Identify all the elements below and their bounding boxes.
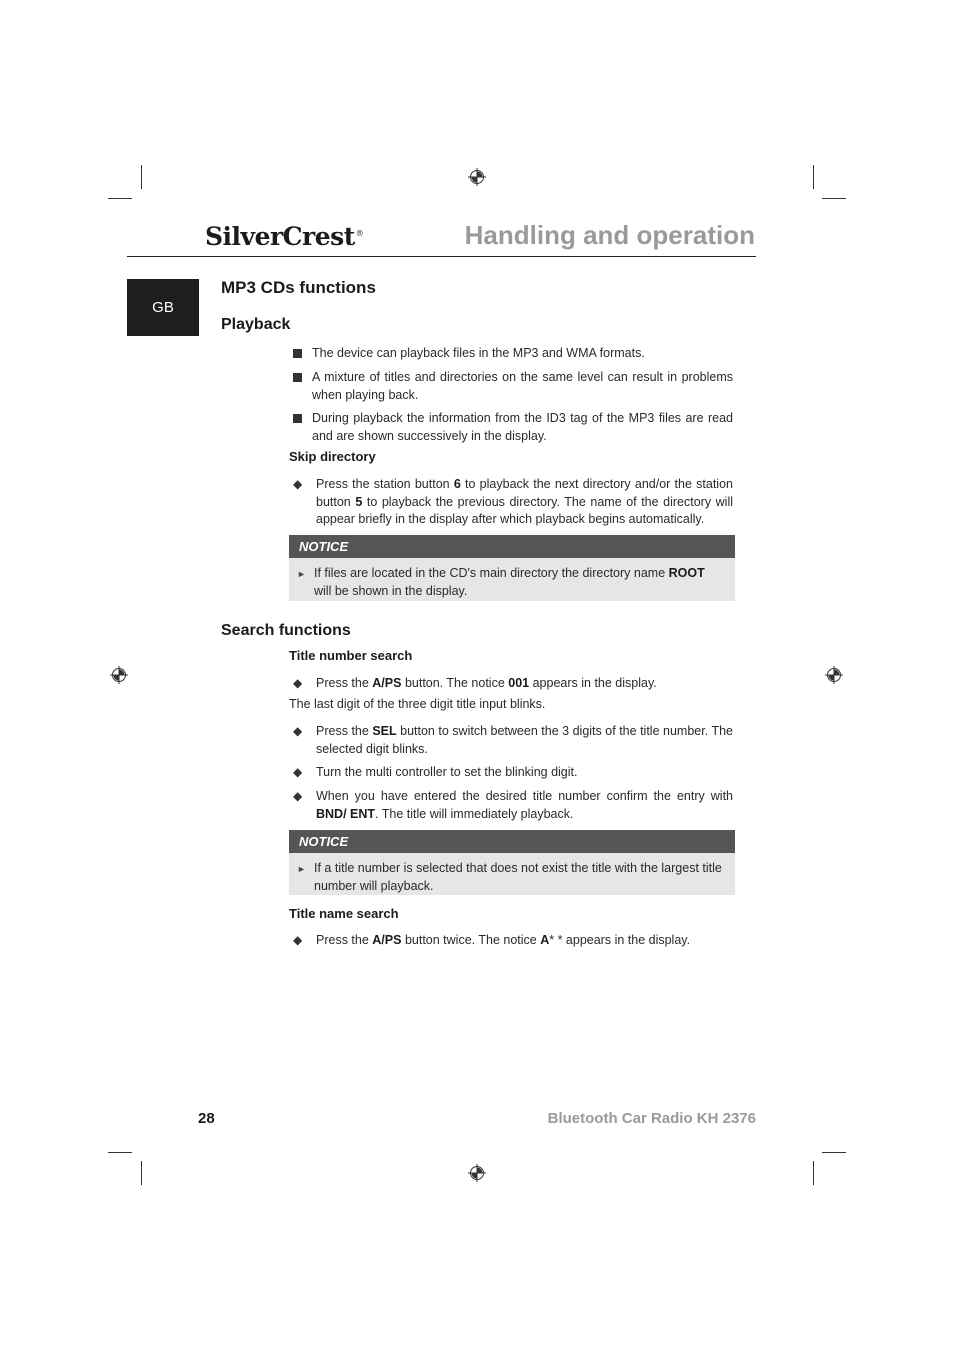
registration-mark-icon xyxy=(468,168,486,186)
step-text: Press the station button 6 to playback the next directory and/or the station button 5 to playback the previous directory. The name of the directory will appear briefly in the display after which playback begins automatically. xyxy=(316,477,734,526)
title-number-search-heading: Title number search xyxy=(289,648,413,663)
square-bullet-icon xyxy=(293,373,302,382)
diamond-bullet-icon: ◆ xyxy=(293,765,303,779)
list-item xyxy=(291,476,733,529)
diamond-bullet-icon: ◆ xyxy=(293,724,303,738)
diamond-bullet-icon: ◆ xyxy=(293,933,303,947)
diamond-bullet-icon: ◆ xyxy=(293,477,303,491)
arrow-right-icon: ► xyxy=(297,864,306,874)
title-name-search-heading: Title name search xyxy=(289,906,399,921)
notice-text: ► If a title number is selected that does not exist the title with the largest title number will playback. xyxy=(297,861,722,893)
crop-mark xyxy=(108,1152,132,1153)
crop-mark xyxy=(813,1161,814,1185)
list-item: A mixture of titles and directories on the same level can result in problems when playing back. xyxy=(291,369,733,404)
product-name: Bluetooth Car Radio KH 2376 xyxy=(547,1110,756,1127)
registration-mark-icon xyxy=(110,666,128,684)
list-item: ◆ When you have entered the desired title number confirm the entry with BND/ ENT. The title will immediately playback. xyxy=(293,789,733,821)
list-item: ◆ Press the A/PS button twice. The notice A* * appears in the display. xyxy=(291,932,733,950)
notice-label: NOTICE xyxy=(289,535,735,558)
square-bullet-icon xyxy=(293,414,302,423)
brand-logo: SilverCrest® xyxy=(205,222,364,251)
diamond-bullet-icon: ◆ xyxy=(293,789,303,803)
list-item: ◆ Press the SEL button to switch between the 3 digits of the title number. The selected digit blinks. xyxy=(293,724,733,756)
registration-mark-icon xyxy=(468,1164,486,1182)
crop-mark xyxy=(141,165,142,189)
registration-mark-icon xyxy=(825,666,843,684)
search-functions-heading: Search functions xyxy=(221,622,351,639)
arrow-right-icon: ► xyxy=(297,569,306,579)
list-item: ◆ Press the A/PS button. The notice 001 appears in the display. xyxy=(291,675,733,693)
diamond-bullet-icon: ◆ xyxy=(293,676,303,690)
notice-text: ► If files are located in the CD's main directory the directory name ROOT will be shown in the display. xyxy=(297,566,705,598)
section-title: MP3 CDs functions xyxy=(221,278,376,297)
notice-label: NOTICE xyxy=(289,830,735,853)
skip-directory-heading: Skip directory xyxy=(289,449,376,464)
crop-mark xyxy=(813,165,814,189)
page-number: 28 xyxy=(198,1110,215,1127)
body-text: The last digit of the three digit title input blinks. xyxy=(289,697,546,711)
crop-mark xyxy=(141,1161,142,1185)
crop-mark xyxy=(108,198,132,199)
crop-mark xyxy=(822,198,846,199)
crop-mark xyxy=(822,1152,846,1153)
header-divider xyxy=(127,256,756,257)
list-item: The device can playback files in the MP3 and WMA formats. xyxy=(291,345,733,363)
page-title: Handling and operation xyxy=(464,220,755,250)
square-bullet-icon xyxy=(293,349,302,358)
language-tab: GB xyxy=(127,279,199,336)
playback-heading: Playback xyxy=(221,316,291,333)
list-item: ◆ Turn the multi controller to set the blinking digit. xyxy=(291,764,733,782)
notice-box xyxy=(289,830,735,895)
notice-box xyxy=(289,535,735,601)
list-item: During playback the information from the ID3 tag of the MP3 files are read and are shown successively in the display. xyxy=(291,410,733,445)
